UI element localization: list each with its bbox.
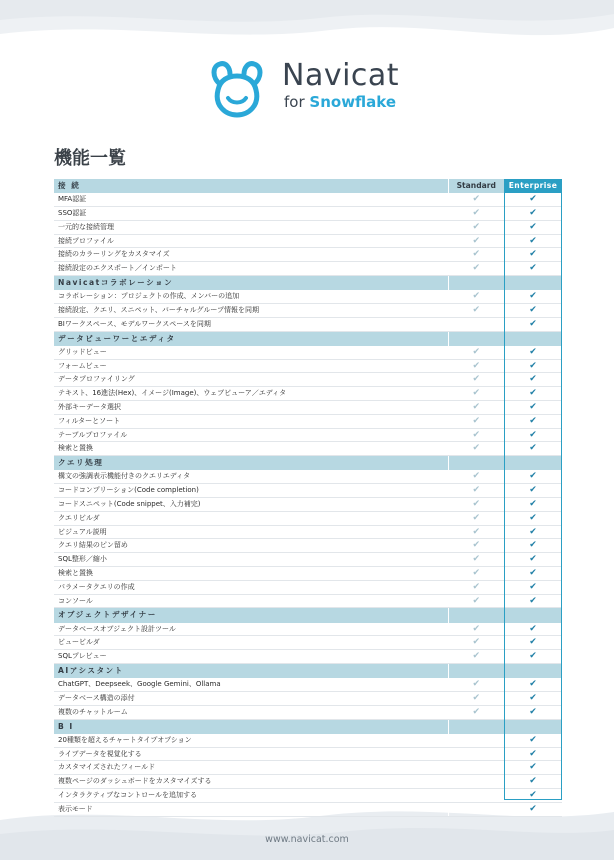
- table-row: [54, 511, 562, 525]
- check-icon: ✔: [472, 679, 481, 690]
- check-icon: ✔: [529, 692, 537, 703]
- feature-name: 検索と置換: [54, 442, 448, 456]
- enterprise-cell: [504, 678, 562, 691]
- table-row: [54, 346, 562, 359]
- check-icon: ✔: [472, 401, 481, 412]
- check-icon: ✔: [472, 567, 481, 578]
- table-row: [54, 734, 562, 747]
- standard-cell: [448, 623, 504, 636]
- feature-name: コードスニペット(Code snippet、入力補完): [54, 497, 448, 511]
- page-title: 機能一覧: [54, 148, 126, 169]
- enterprise-cell: [504, 553, 562, 567]
- section-header-cell: [504, 456, 562, 471]
- feature-name: 構文の強調表示機能付きのクエリエディタ: [54, 470, 448, 483]
- enterprise-cell: [504, 193, 562, 206]
- standard-cell: [448, 346, 504, 359]
- check-icon: ✔: [472, 249, 481, 260]
- standard-cell: [448, 414, 504, 428]
- enterprise-cell: [504, 262, 562, 276]
- enterprise-cell: [504, 539, 562, 553]
- section-header-cell: [504, 719, 562, 734]
- feature-table-body: [54, 179, 562, 816]
- enterprise-cell: [504, 359, 562, 373]
- section-title: Navicatコラボレーション: [54, 275, 448, 290]
- standard-cell: [448, 387, 504, 401]
- check-icon: ✔: [529, 374, 537, 385]
- section-title: クエリ処理: [54, 456, 448, 471]
- feature-name: コードコンプリーション(Code completion): [54, 484, 448, 498]
- check-icon: ✔: [529, 221, 537, 232]
- section-header: [54, 663, 562, 678]
- enterprise-cell: [504, 761, 562, 775]
- check-icon: ✔: [472, 526, 481, 537]
- enterprise-cell: [504, 566, 562, 580]
- top-wave-decoration: [0, 0, 614, 60]
- table-row: [54, 262, 562, 276]
- check-icon: ✔: [472, 512, 481, 523]
- table-row: [54, 678, 562, 691]
- table-row: [54, 442, 562, 456]
- feature-name: 複数のチャットルーム: [54, 705, 448, 719]
- check-icon: ✔: [472, 498, 481, 509]
- standard-cell: [448, 303, 504, 317]
- section-header-cell: [448, 719, 504, 734]
- standard-cell: [448, 788, 504, 802]
- standard-cell: [448, 193, 504, 206]
- feature-name: 20種類を超えるチャートタイプオプション: [54, 734, 448, 747]
- standard-cell: [448, 497, 504, 511]
- feature-name: 外部キーデータ選択: [54, 400, 448, 414]
- navicat-logo: [206, 58, 406, 118]
- check-icon: ✔: [472, 706, 481, 717]
- check-icon: ✔: [529, 318, 537, 329]
- feature-name: 接続のカラーリングをカスタマイズ: [54, 248, 448, 262]
- feature-name: 接続設定、クエリ、スニペット、バーチャルグループ情報を同期: [54, 303, 448, 317]
- check-icon: ✔: [529, 443, 537, 454]
- check-icon: ✔: [529, 194, 537, 205]
- feature-name: ChatGPT、Deepseek、Google Gemini、Ollama: [54, 678, 448, 691]
- feature-name: BIワークスペース、モデルワークスペースを同期: [54, 317, 448, 331]
- check-icon: ✔: [472, 208, 481, 218]
- standard-cell: [448, 747, 504, 761]
- table-row: [54, 539, 562, 553]
- check-icon: ✔: [529, 637, 537, 648]
- check-icon: ✔: [529, 429, 537, 440]
- section-title: オブジェクトデザイナー: [54, 608, 448, 623]
- feature-name: ライブデータを視覚化する: [54, 747, 448, 761]
- enterprise-cell: [504, 428, 562, 442]
- section-header-cell: [504, 608, 562, 623]
- check-icon: ✔: [529, 263, 537, 274]
- section-header-cell: [448, 456, 504, 471]
- table-row: [54, 317, 562, 331]
- standard-cell: [448, 290, 504, 303]
- section-header-cell: [504, 331, 562, 346]
- feature-name: データプロファイリング: [54, 373, 448, 387]
- table-row: [54, 775, 562, 789]
- section-title: データビューワーとエディタ: [54, 331, 448, 346]
- standard-cell: [448, 470, 504, 483]
- feature-name: SQL整形／縮小: [54, 553, 448, 567]
- check-icon: ✔: [472, 374, 481, 385]
- check-icon: ✔: [529, 651, 537, 662]
- feature-name: SSO認証: [54, 207, 448, 221]
- table-row: [54, 705, 562, 719]
- feature-name: カスタマイズされたフィールド: [54, 761, 448, 775]
- check-icon: ✔: [529, 526, 537, 537]
- table-row: [54, 359, 562, 373]
- table-row: [54, 303, 562, 317]
- check-icon: ✔: [472, 623, 481, 634]
- section-title: 接 続: [54, 179, 448, 193]
- check-icon: ✔: [472, 346, 481, 357]
- enterprise-cell: [504, 400, 562, 414]
- standard-cell: [448, 484, 504, 498]
- table-row: [54, 636, 562, 650]
- feature-name: フィルターとソート: [54, 414, 448, 428]
- check-icon: ✔: [529, 401, 537, 412]
- table-row: [54, 691, 562, 705]
- check-icon: ✔: [529, 776, 537, 787]
- feature-name: パラメータクエリの作成: [54, 580, 448, 594]
- section-header: [54, 179, 562, 193]
- check-icon: ✔: [529, 595, 537, 606]
- feature-name: クエリビルダ: [54, 511, 448, 525]
- standard-cell: [448, 373, 504, 387]
- enterprise-cell: [504, 373, 562, 387]
- enterprise-cell: [504, 650, 562, 664]
- enterprise-cell: [504, 525, 562, 539]
- check-icon: ✔: [529, 567, 537, 578]
- feature-name: データベース構造の添付: [54, 691, 448, 705]
- enterprise-cell: [504, 387, 562, 401]
- standard-cell: [448, 553, 504, 567]
- section-header-cell: [448, 331, 504, 346]
- check-icon: ✔: [529, 485, 537, 496]
- feature-name: クエリ結果のピン留め: [54, 539, 448, 553]
- check-icon: ✔: [529, 734, 537, 745]
- enterprise-cell: [504, 290, 562, 303]
- feature-name: データベースオブジェクト設計ツール: [54, 623, 448, 636]
- footer-url: www.navicat.com: [265, 834, 349, 845]
- table-row: [54, 497, 562, 511]
- table-row: [54, 566, 562, 580]
- feature-name: フォームビュー: [54, 359, 448, 373]
- check-icon: ✔: [529, 249, 537, 260]
- table-row: [54, 650, 562, 664]
- check-icon: ✔: [472, 651, 481, 662]
- table-row: [54, 747, 562, 761]
- enterprise-cell: [504, 788, 562, 802]
- feature-name: 接続設定のエクスポート／インポート: [54, 262, 448, 276]
- check-icon: ✔: [472, 388, 481, 399]
- check-icon: ✔: [472, 291, 481, 302]
- check-icon: ✔: [472, 595, 481, 606]
- check-icon: ✔: [529, 554, 537, 565]
- brand-sub-highlight: Snowflake: [309, 93, 397, 111]
- check-icon: ✔: [529, 498, 537, 509]
- standard-cell: [448, 636, 504, 650]
- section-header: [54, 331, 562, 346]
- table-row: [54, 248, 562, 262]
- column-header-enterprise: Enterprise: [504, 179, 562, 193]
- enterprise-cell: [504, 705, 562, 719]
- enterprise-cell: [504, 442, 562, 456]
- feature-name: ビジュアル説明: [54, 525, 448, 539]
- feature-name: ビュービルダ: [54, 636, 448, 650]
- check-icon: ✔: [472, 263, 481, 274]
- check-icon: ✔: [529, 235, 537, 246]
- check-icon: ✔: [529, 679, 537, 690]
- standard-cell: [448, 580, 504, 594]
- enterprise-cell: [504, 580, 562, 594]
- standard-cell: [448, 511, 504, 525]
- enterprise-cell: [504, 691, 562, 705]
- section-header: [54, 608, 562, 623]
- check-icon: ✔: [529, 388, 537, 399]
- standard-cell: [448, 234, 504, 248]
- feature-name: コラボレーション：プロジェクトの作成、メンバーの追加: [54, 290, 448, 303]
- check-icon: ✔: [529, 540, 537, 551]
- enterprise-cell: [504, 623, 562, 636]
- section-header: [54, 275, 562, 290]
- check-icon: ✔: [529, 623, 537, 634]
- enterprise-cell: [504, 636, 562, 650]
- check-icon: ✔: [472, 360, 481, 371]
- check-icon: ✔: [472, 443, 481, 454]
- table-row: [54, 290, 562, 303]
- check-icon: ✔: [529, 291, 537, 302]
- enterprise-cell: [504, 747, 562, 761]
- enterprise-cell: [504, 775, 562, 789]
- enterprise-cell: [504, 207, 562, 221]
- enterprise-cell: [504, 346, 562, 359]
- standard-cell: [448, 802, 504, 816]
- standard-cell: [448, 691, 504, 705]
- check-icon: ✔: [529, 762, 537, 773]
- table-row: [54, 234, 562, 248]
- enterprise-cell: [504, 470, 562, 483]
- section-header-cell: [504, 663, 562, 678]
- feature-name: MFA認証: [54, 193, 448, 206]
- check-icon: ✔: [472, 637, 481, 648]
- check-icon: ✔: [472, 415, 481, 426]
- enterprise-cell: [504, 734, 562, 747]
- standard-cell: [448, 248, 504, 262]
- table-row: [54, 594, 562, 608]
- column-header-standard: Standard: [448, 179, 504, 193]
- standard-cell: [448, 705, 504, 719]
- enterprise-cell: [504, 414, 562, 428]
- section-header: [54, 456, 562, 471]
- standard-cell: [448, 220, 504, 234]
- feature-name: 表示モード: [54, 802, 448, 816]
- standard-cell: [448, 775, 504, 789]
- enterprise-cell: [504, 234, 562, 248]
- brand-sub-prefix: for: [284, 93, 310, 111]
- standard-cell: [448, 539, 504, 553]
- enterprise-cell: [504, 594, 562, 608]
- feature-name: テーブルプロファイル: [54, 428, 448, 442]
- section-header-cell: [448, 275, 504, 290]
- table-row: [54, 470, 562, 483]
- check-icon: ✔: [529, 304, 537, 315]
- enterprise-cell: [504, 497, 562, 511]
- table-row: [54, 400, 562, 414]
- section-header-cell: [448, 608, 504, 623]
- check-icon: ✔: [472, 554, 481, 565]
- table-row: [54, 623, 562, 636]
- check-icon: ✔: [529, 360, 537, 371]
- check-icon: ✔: [472, 485, 481, 496]
- feature-name: SQLプレビュー: [54, 650, 448, 664]
- table-row: [54, 387, 562, 401]
- standard-cell: [448, 262, 504, 276]
- brand-subtitle: [284, 92, 396, 112]
- table-row: [54, 428, 562, 442]
- check-icon: ✔: [529, 748, 537, 759]
- enterprise-cell: [504, 511, 562, 525]
- check-icon: ✔: [472, 471, 481, 482]
- section-header: [54, 719, 562, 734]
- table-row: [54, 802, 562, 816]
- feature-name: 接続プロファイル: [54, 234, 448, 248]
- feature-table: [54, 179, 562, 817]
- check-icon: ✔: [529, 208, 537, 218]
- feature-name: 検索と置換: [54, 566, 448, 580]
- check-icon: ✔: [529, 706, 537, 717]
- standard-cell: [448, 442, 504, 456]
- standard-cell: [448, 734, 504, 747]
- check-icon: ✔: [529, 789, 537, 800]
- feature-name: テキスト、16進法(Hex)、イメージ(Image)、ウェブビューア／エディタ: [54, 387, 448, 401]
- check-icon: ✔: [472, 304, 481, 315]
- standard-cell: [448, 317, 504, 331]
- feature-name: インタラクティブなコントロールを追加する: [54, 788, 448, 802]
- enterprise-cell: [504, 802, 562, 816]
- brand-name: Navicat: [282, 58, 400, 93]
- standard-cell: [448, 650, 504, 664]
- enterprise-cell: [504, 317, 562, 331]
- feature-name: コンソール: [54, 594, 448, 608]
- section-title: AIアシスタント: [54, 663, 448, 678]
- check-icon: ✔: [472, 692, 481, 703]
- standard-cell: [448, 678, 504, 691]
- standard-cell: [448, 566, 504, 580]
- table-row: [54, 788, 562, 802]
- check-icon: ✔: [529, 581, 537, 592]
- table-row: [54, 207, 562, 221]
- navicat-logo-icon: [206, 60, 268, 118]
- check-icon: ✔: [529, 471, 537, 482]
- standard-cell: [448, 400, 504, 414]
- feature-name: 一元的な接続管理: [54, 220, 448, 234]
- check-icon: ✔: [472, 429, 481, 440]
- check-icon: ✔: [529, 512, 537, 523]
- enterprise-cell: [504, 220, 562, 234]
- check-icon: ✔: [472, 540, 481, 551]
- standard-cell: [448, 207, 504, 221]
- table-row: [54, 373, 562, 387]
- feature-name: 複数ページのダッシュボードをカスタマイズする: [54, 775, 448, 789]
- table-row: [54, 580, 562, 594]
- table-row: [54, 761, 562, 775]
- enterprise-cell: [504, 303, 562, 317]
- table-row: [54, 525, 562, 539]
- check-icon: ✔: [472, 221, 481, 232]
- feature-name: グリッドビュー: [54, 346, 448, 359]
- standard-cell: [448, 359, 504, 373]
- check-icon: ✔: [472, 235, 481, 246]
- section-header-cell: [504, 275, 562, 290]
- standard-cell: [448, 594, 504, 608]
- enterprise-cell: [504, 484, 562, 498]
- check-icon: ✔: [472, 581, 481, 592]
- table-row: [54, 220, 562, 234]
- check-icon: ✔: [529, 346, 537, 357]
- standard-cell: [448, 761, 504, 775]
- check-icon: ✔: [529, 415, 537, 426]
- section-title: B I: [54, 719, 448, 734]
- table-row: [54, 553, 562, 567]
- standard-cell: [448, 525, 504, 539]
- section-header-cell: [448, 663, 504, 678]
- check-icon: ✔: [472, 194, 481, 205]
- standard-cell: [448, 428, 504, 442]
- table-row: [54, 484, 562, 498]
- table-row: [54, 193, 562, 206]
- table-row: [54, 414, 562, 428]
- enterprise-cell: [504, 248, 562, 262]
- check-icon: ✔: [529, 803, 537, 814]
